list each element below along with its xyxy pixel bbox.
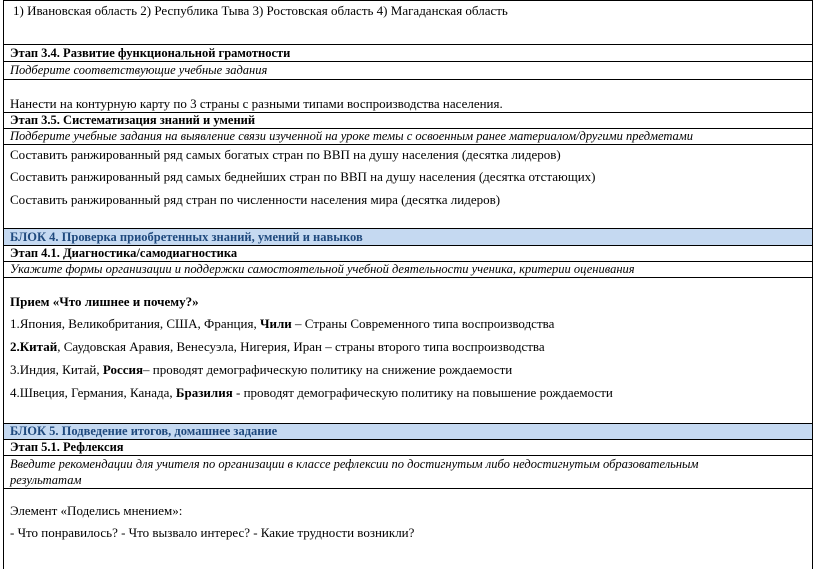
- stage-3-5-task-1: Составить ранжированный ряд самых богатых стран по ВВП на душу населения (десятка лидеров): [10, 147, 561, 162]
- stage-5-1-title-row: [3, 440, 813, 456]
- list-item: 2.Китай, Саудовская Аравия, Венесуэла, Нигерия, Иран – страны второго типа воспроизводства: [10, 339, 545, 354]
- regions-line: 1) Ивановская область 2) Республика Тыва 3) Ростовская область 4) Магаданская область: [13, 3, 508, 18]
- stage-5-1-subtitle-line-2: результатам: [10, 473, 82, 487]
- stage-4-1-subtitle-row: [3, 262, 813, 278]
- stage-4-1-title-row: [3, 246, 813, 262]
- stage-3-5-subtitle-row: [3, 129, 813, 145]
- block-4-title: БЛОК 4. Проверка приобретенных знаний, умений и навыков: [10, 230, 363, 244]
- stage-5-1-subtitle-row: [3, 456, 813, 489]
- stage-3-5-title: Этап 3.5. Систематизация знаний и умений: [10, 113, 256, 127]
- method-title: Прием «Что лишнее и почему?»: [10, 294, 199, 309]
- stage-3-4-title: Этап 3.4. Развитие функциональной грамотности: [10, 46, 291, 60]
- reflection-element: Элемент «Поделись мнением»:: [10, 503, 183, 518]
- block-5-title: БЛОК 5. Подведение итогов, домашнее задание: [10, 424, 278, 438]
- reflection-questions: - Что понравилось? - Что вызвало интерес? - Какие трудности возникли?: [10, 525, 415, 540]
- stage-3-5-task-2: Составить ранжированный ряд самых беднейших стран по ВВП на душу населения (десятка отстающих): [10, 169, 596, 184]
- stage-3-5-task-3: Составить ранжированный ряд стран по численности населения мира (десятка лидеров): [10, 192, 501, 207]
- stage-5-1-title: Этап 5.1. Рефлексия: [10, 440, 124, 454]
- stage-3-4-subtitle-row: [3, 62, 813, 80]
- stage-3-4-subtitle: Подберите соответствующие учебные задания: [10, 63, 268, 77]
- block-5-header-row: [3, 424, 813, 440]
- stage-3-5-subtitle: Подберите учебные задания на выявление связи изученной на уроке темы с освоенным ранее материалом/другими предметами: [10, 129, 694, 143]
- block-4-header-row: [3, 229, 813, 246]
- stage-3-5-title-row: [3, 113, 813, 129]
- stage-3-5-tasks-row: [3, 145, 813, 229]
- stage-3-4-title-row: [3, 45, 813, 62]
- stage-5-1-content-row: [3, 489, 813, 569]
- list-item: 4.Швеция, Германия, Канада, Бразилия - проводят демографическую политику на повышение рождаемости: [10, 385, 613, 400]
- stage-3-4-task: Нанести на контурную карту по 3 страны с разными типами воспроизводства населения.: [10, 96, 503, 111]
- stage-4-1-content-row: [3, 278, 813, 424]
- list-item: 3.Индия, Китай, Россия– проводят демографическую политику на снижение рождаемости: [10, 362, 513, 377]
- stage-4-1-subtitle: Укажите формы организации и поддержки самостоятельной учебной деятельности ученика, критерии оценивания: [10, 262, 635, 276]
- stage-4-1-title: Этап 4.1. Диагностика/самодиагностика: [10, 246, 238, 260]
- stage-3-4-task-row: [3, 80, 813, 113]
- stage-5-1-subtitle-line-1: Введите рекомендации для учителя по организации в классе рефлексии по достигнутым либо недостигнутым образовательным: [10, 457, 699, 471]
- list-item: 1.Япония, Великобритания, США, Франция, Чили – Страны Современного типа воспроизводства: [10, 316, 555, 331]
- top-row: [3, 0, 813, 45]
